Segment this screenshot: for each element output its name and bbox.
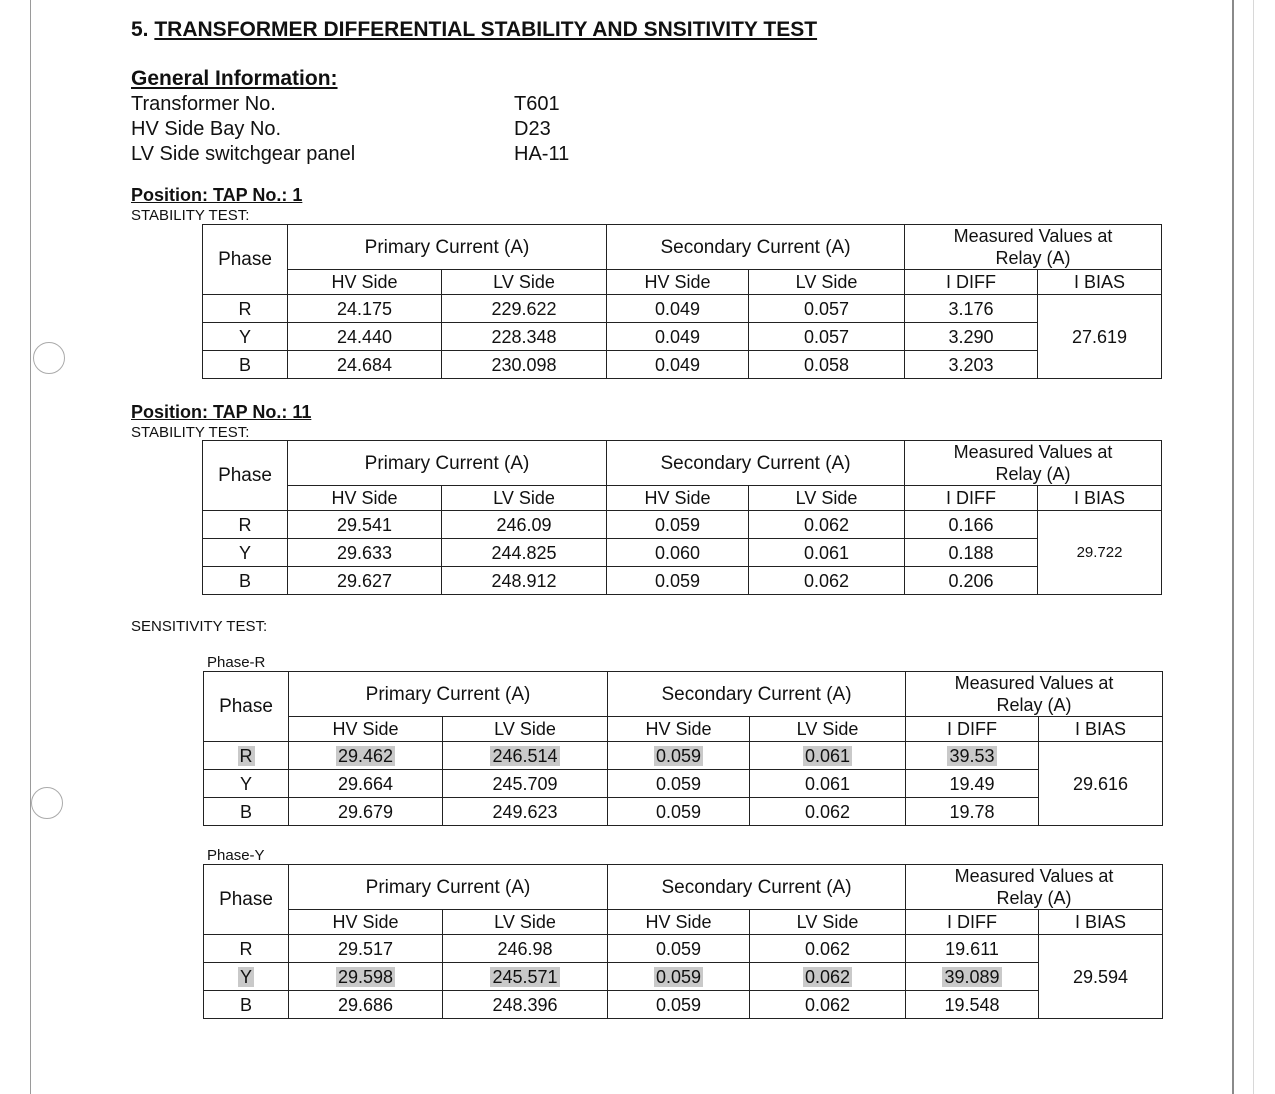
secondary-current-header: Secondary Current (A) — [607, 225, 905, 270]
primary-hv-cell: 24.440 — [288, 323, 442, 351]
table-row — [203, 539, 1162, 567]
secondary-current-header: Secondary Current (A) — [607, 441, 905, 486]
measured-values-header — [905, 225, 1162, 270]
primary-hv-header: HV Side — [289, 717, 443, 742]
secondary-lv-header: LV Side — [749, 486, 905, 511]
highlighted-value: 39.089 — [944, 966, 1000, 987]
phase-cell: R — [203, 295, 288, 323]
primary-hv-header: HV Side — [288, 486, 442, 511]
table-row — [204, 770, 1163, 798]
secondary-lv-cell: 0.062 — [749, 511, 905, 539]
hv-bay-label: HV Side Bay No. — [131, 118, 282, 140]
secondary-lv-cell: 0.062 — [750, 935, 906, 963]
tap11-test-label: STABILITY TEST: — [131, 424, 250, 441]
secondary-hv-header: HV Side — [608, 910, 750, 935]
table-row — [204, 742, 1163, 770]
tap1-test-label: STABILITY TEST: — [131, 207, 250, 224]
phase-y-sensitivity-table — [203, 864, 1163, 1019]
transformer-no-value: T601 — [514, 93, 560, 115]
lv-panel-value: HA-11 — [514, 143, 570, 165]
secondary-hv-cell: 0.059 — [608, 770, 750, 798]
secondary-lv-cell: 0.061 — [750, 770, 906, 798]
phase-cell: B — [203, 567, 288, 595]
measured-values-line2: Relay (A) — [995, 464, 1071, 484]
page-right-edge — [1232, 0, 1234, 1094]
i-bias-header: I BIAS — [1038, 486, 1162, 511]
primary-hv-cell: 29.633 — [288, 539, 442, 567]
lv-panel-label: LV Side switchgear panel — [131, 143, 356, 165]
primary-lv-header: LV Side — [442, 486, 607, 511]
measured-values-line1: Measured Values at — [953, 442, 1113, 462]
highlighted-value: 246.514 — [492, 745, 558, 766]
primary-lv-cell: 245.709 — [443, 770, 608, 798]
highlighted-value: 0.059 — [655, 745, 702, 766]
hv-bay-value: D23 — [514, 118, 551, 140]
highlighted-value: 39.53 — [949, 745, 995, 766]
phase-header: Phase — [203, 225, 288, 295]
secondary-hv-cell: 0.059 — [608, 991, 750, 1019]
tap1-position-title: Position: TAP No.: 1 — [131, 185, 303, 205]
highlighted-value: 0.059 — [655, 966, 702, 987]
primary-lv-header: LV Side — [442, 270, 607, 295]
primary-current-header: Primary Current (A) — [289, 672, 608, 717]
secondary-hv-cell: 0.060 — [607, 539, 749, 567]
table-row — [203, 295, 1162, 323]
secondary-hv-cell: 0.049 — [607, 351, 749, 379]
primary-lv-header: LV Side — [443, 717, 608, 742]
primary-hv-cell: 29.679 — [289, 798, 443, 826]
measured-values-line1: Measured Values at — [954, 866, 1114, 886]
i-bias-cell: 27.619 — [1038, 295, 1162, 379]
phase-cell — [204, 963, 289, 991]
secondary-lv-cell: 0.058 — [749, 351, 905, 379]
table-row — [203, 351, 1162, 379]
highlighted-value: 245.571 — [492, 966, 558, 987]
measured-values-line1: Measured Values at — [953, 226, 1113, 246]
table-row — [203, 323, 1162, 351]
i-diff-cell: 0.166 — [905, 511, 1038, 539]
phase-cell: B — [204, 798, 289, 826]
secondary-lv-cell — [750, 742, 906, 770]
secondary-lv-header: LV Side — [750, 910, 906, 935]
phase-r-sensitivity-table — [203, 671, 1163, 826]
secondary-lv-cell: 0.062 — [750, 798, 906, 826]
table-row — [203, 567, 1162, 595]
secondary-lv-cell — [750, 963, 906, 991]
i-diff-cell: 19.49 — [906, 770, 1039, 798]
secondary-hv-cell: 0.059 — [607, 511, 749, 539]
primary-hv-cell: 24.684 — [288, 351, 442, 379]
i-diff-header: I DIFF — [906, 717, 1039, 742]
primary-hv-cell — [289, 963, 443, 991]
general-info-title: General Information: — [131, 67, 338, 90]
i-bias-cell: 29.722 — [1038, 511, 1162, 595]
primary-lv-cell: 244.825 — [442, 539, 607, 567]
secondary-hv-cell: 0.049 — [607, 323, 749, 351]
punch-hole — [33, 342, 65, 374]
i-bias-cell: 29.616 — [1039, 742, 1163, 826]
primary-hv-cell: 29.541 — [288, 511, 442, 539]
primary-hv-cell — [289, 742, 443, 770]
measured-values-header — [906, 672, 1163, 717]
i-bias-header: I BIAS — [1038, 270, 1162, 295]
measured-values-line2: Relay (A) — [996, 695, 1072, 715]
secondary-hv-cell: 0.049 — [607, 295, 749, 323]
primary-lv-cell: 248.912 — [442, 567, 607, 595]
primary-hv-cell: 29.664 — [289, 770, 443, 798]
secondary-lv-header: LV Side — [750, 717, 906, 742]
primary-lv-cell: 246.09 — [442, 511, 607, 539]
highlighted-value: R — [239, 745, 253, 766]
primary-lv-header: LV Side — [443, 910, 608, 935]
highlighted-value: 29.598 — [337, 966, 394, 987]
section-title: TRANSFORMER DIFFERENTIAL STABILITY AND SNSITIVITY TEST — [154, 18, 818, 41]
secondary-current-header: Secondary Current (A) — [608, 865, 906, 910]
i-bias-cell: 29.594 — [1039, 935, 1163, 1019]
phase-y-label: Phase-Y — [207, 847, 265, 864]
punch-hole — [31, 787, 63, 819]
secondary-hv-header: HV Side — [607, 486, 749, 511]
primary-lv-cell: 246.98 — [443, 935, 608, 963]
i-diff-cell: 3.203 — [905, 351, 1038, 379]
primary-lv-cell — [443, 963, 608, 991]
measured-values-header — [905, 441, 1162, 486]
phase-cell: Y — [203, 323, 288, 351]
primary-hv-header: HV Side — [289, 910, 443, 935]
table-row — [204, 935, 1163, 963]
table-row — [204, 963, 1163, 991]
tap11-position-title: Position: TAP No.: 11 — [131, 402, 312, 422]
i-diff-cell: 3.176 — [905, 295, 1038, 323]
secondary-lv-cell: 0.057 — [749, 323, 905, 351]
transformer-no-label: Transformer No. — [131, 93, 276, 115]
i-diff-cell: 19.611 — [906, 935, 1039, 963]
primary-hv-cell: 29.686 — [289, 991, 443, 1019]
secondary-lv-cell: 0.061 — [749, 539, 905, 567]
primary-lv-cell: 228.348 — [442, 323, 607, 351]
phase-header: Phase — [204, 672, 289, 742]
page-left-edge — [30, 0, 31, 1094]
i-diff-header: I DIFF — [905, 270, 1038, 295]
phase-header: Phase — [204, 865, 289, 935]
secondary-lv-header: LV Side — [749, 270, 905, 295]
primary-lv-cell: 230.098 — [442, 351, 607, 379]
primary-current-header: Primary Current (A) — [289, 865, 608, 910]
sensitivity-title: SENSITIVITY TEST: — [131, 618, 268, 635]
primary-hv-cell: 24.175 — [288, 295, 442, 323]
tap1-stability-table — [202, 224, 1162, 379]
phase-header: Phase — [203, 441, 288, 511]
i-diff-cell: 0.188 — [905, 539, 1038, 567]
primary-lv-cell: 248.396 — [443, 991, 608, 1019]
i-diff-cell: 0.206 — [905, 567, 1038, 595]
primary-hv-cell: 29.627 — [288, 567, 442, 595]
table-row — [203, 511, 1162, 539]
primary-lv-cell: 229.622 — [442, 295, 607, 323]
phase-r-label: Phase-R — [207, 654, 266, 671]
i-diff-header: I DIFF — [906, 910, 1039, 935]
primary-hv-header: HV Side — [288, 270, 442, 295]
primary-lv-cell: 249.623 — [443, 798, 608, 826]
phase-cell: B — [203, 351, 288, 379]
secondary-hv-cell: 0.059 — [608, 798, 750, 826]
secondary-hv-cell: 0.059 — [607, 567, 749, 595]
i-diff-cell: 19.548 — [906, 991, 1039, 1019]
i-diff-cell — [906, 742, 1039, 770]
primary-current-header: Primary Current (A) — [288, 225, 607, 270]
primary-lv-cell — [443, 742, 608, 770]
phase-cell — [204, 742, 289, 770]
measured-values-line2: Relay (A) — [996, 888, 1072, 908]
i-diff-header: I DIFF — [905, 486, 1038, 511]
secondary-hv-header: HV Side — [608, 717, 750, 742]
table-row — [204, 798, 1163, 826]
phase-cell: B — [204, 991, 289, 1019]
tap11-stability-table — [202, 440, 1162, 595]
secondary-hv-cell — [608, 742, 750, 770]
secondary-hv-cell: 0.059 — [608, 935, 750, 963]
highlighted-value: Y — [239, 966, 252, 987]
measured-values-line1: Measured Values at — [954, 673, 1114, 693]
measured-values-line2: Relay (A) — [995, 248, 1071, 268]
phase-cell: R — [203, 511, 288, 539]
i-diff-cell: 19.78 — [906, 798, 1039, 826]
i-diff-cell: 3.290 — [905, 323, 1038, 351]
page-right-shadow — [1253, 0, 1254, 1094]
phase-cell: R — [204, 935, 289, 963]
i-diff-cell — [906, 963, 1039, 991]
i-bias-header: I BIAS — [1039, 910, 1163, 935]
primary-current-header: Primary Current (A) — [288, 441, 607, 486]
table-row — [204, 991, 1163, 1019]
primary-hv-cell: 29.517 — [289, 935, 443, 963]
secondary-lv-cell: 0.062 — [750, 991, 906, 1019]
secondary-lv-cell: 0.062 — [749, 567, 905, 595]
measured-values-header — [906, 865, 1163, 910]
section-number: 5. — [131, 18, 149, 41]
secondary-current-header: Secondary Current (A) — [608, 672, 906, 717]
secondary-lv-cell: 0.057 — [749, 295, 905, 323]
secondary-hv-cell — [608, 963, 750, 991]
i-bias-header: I BIAS — [1039, 717, 1163, 742]
highlighted-value: 29.462 — [337, 745, 394, 766]
section-heading — [131, 18, 817, 42]
secondary-hv-header: HV Side — [607, 270, 749, 295]
highlighted-value: 0.062 — [804, 966, 851, 987]
highlighted-value: 0.061 — [804, 745, 851, 766]
phase-cell: Y — [203, 539, 288, 567]
phase-cell: Y — [204, 770, 289, 798]
